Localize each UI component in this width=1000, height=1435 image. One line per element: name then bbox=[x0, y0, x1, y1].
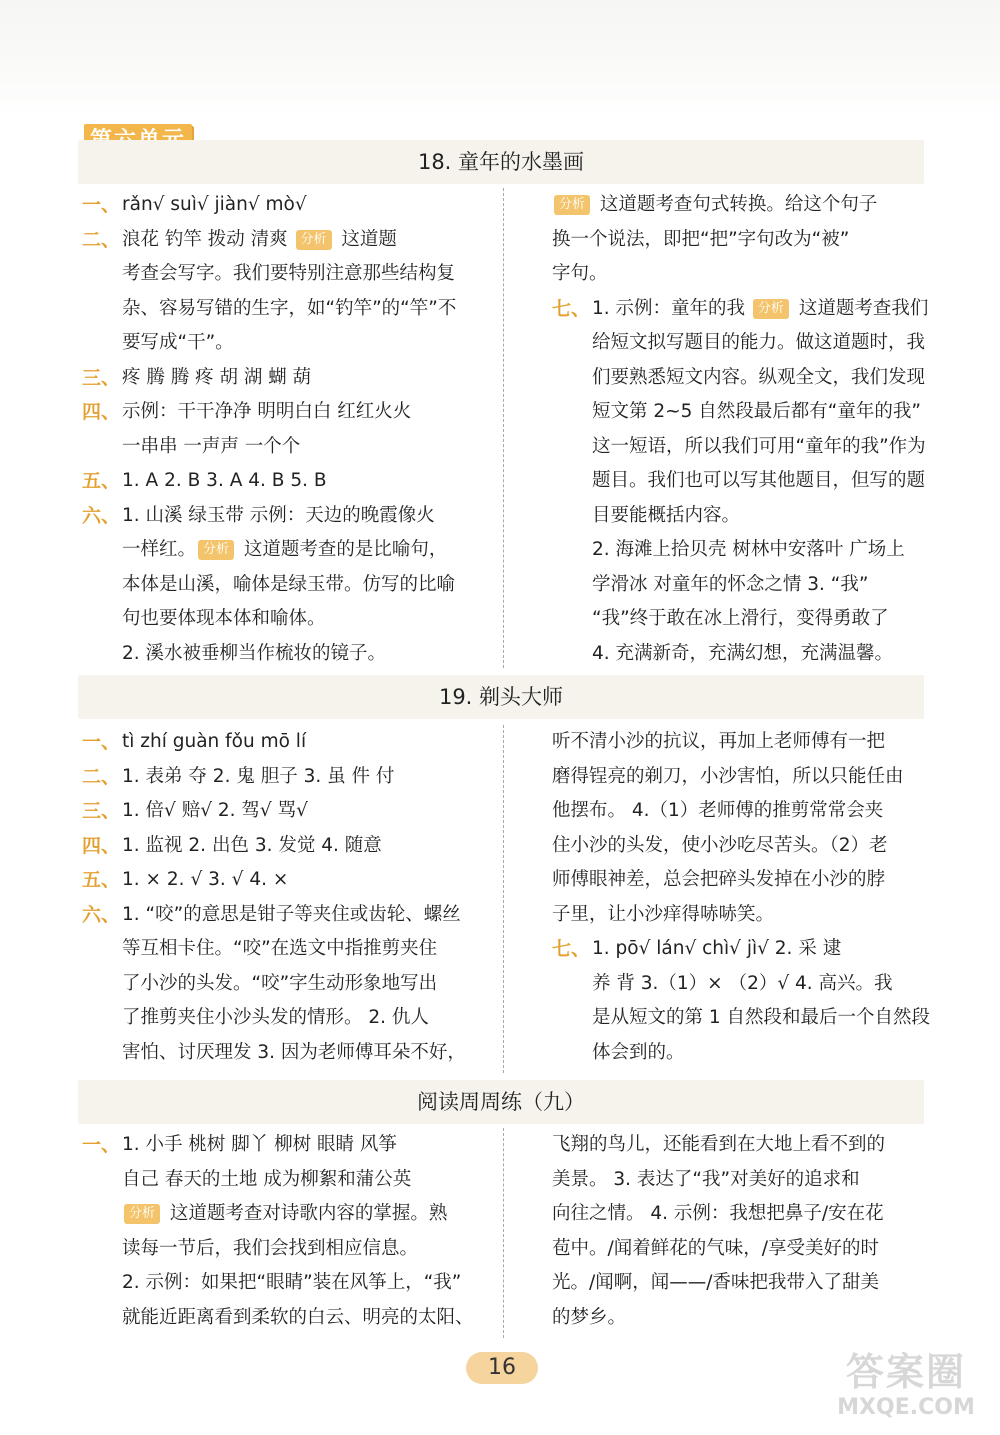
answer-text bbox=[592, 292, 928, 672]
answer-line: “我”终于敢在冰上滑行，变得勇敢了 bbox=[592, 608, 889, 629]
watermark-domain: MXQE.COM bbox=[837, 1395, 975, 1420]
answer-line: 子里，让小沙痒得哧哧笑。 bbox=[552, 903, 775, 925]
answer-item bbox=[82, 223, 496, 361]
watermark-logo-text: 答案圈 bbox=[845, 1350, 966, 1394]
analysis-tag: 分析 bbox=[124, 1204, 160, 1224]
answer-item bbox=[552, 292, 929, 672]
question-number: 五、 bbox=[82, 869, 121, 891]
question-number: 三、 bbox=[82, 366, 121, 389]
answer-item bbox=[82, 863, 496, 898]
answer-item bbox=[82, 898, 496, 1071]
answer-line: 是从短文的第 1 自然段和最后一个自然段 bbox=[592, 1007, 931, 1028]
answer-line: 分析 这道题考查对诗歌内容的掌握。熟 bbox=[122, 1197, 496, 1232]
answer-text bbox=[122, 794, 496, 829]
top-paper-shade bbox=[0, 0, 1000, 115]
answer-item bbox=[82, 464, 496, 499]
answer-line: 飞翔的鸟儿，还能看到在大地上看不到的 bbox=[552, 1134, 886, 1155]
answer-text bbox=[122, 499, 496, 672]
answer-text bbox=[122, 188, 496, 223]
answer-text bbox=[552, 725, 922, 932]
answer-line: 疼 腾 腾 疼 胡 湖 蝴 葫 bbox=[122, 366, 312, 388]
answer-line: 1. A 2. B 3. A 4. B 5. B bbox=[122, 470, 327, 491]
answer-text bbox=[122, 464, 496, 499]
answer-item bbox=[552, 188, 922, 292]
answer-text bbox=[122, 829, 496, 864]
question-number: 一、 bbox=[82, 194, 121, 216]
answer-text bbox=[122, 725, 496, 760]
answer-text bbox=[122, 898, 496, 1071]
answer-line: 给短文拟写题目的能力。做这道题时，我 bbox=[592, 332, 926, 353]
answer-text bbox=[122, 223, 496, 361]
answer-line: 本体是山溪，喻体是绿玉带。仿写的比喻 bbox=[122, 573, 456, 595]
answer-line: 养 背 3.（1）× （2）√ 4. 高兴。我 bbox=[592, 972, 893, 994]
answer-line: 考查会写字。我们要特别注意那些结构复 bbox=[122, 263, 456, 284]
answer-item bbox=[552, 725, 922, 932]
question-number: 四、 bbox=[82, 401, 121, 423]
answer-line: 的梦乡。 bbox=[552, 1306, 627, 1328]
answer-line: 向往之情。 4. 示例：我想把鼻子/安在花 bbox=[552, 1203, 884, 1224]
answer-line: 2. 溪水被垂柳当作梳妆的镜子。 bbox=[122, 642, 387, 664]
answer-text bbox=[122, 1128, 496, 1335]
page-number: 16 bbox=[466, 1352, 538, 1384]
right-column bbox=[552, 1128, 922, 1335]
section-lesson-18 bbox=[78, 140, 929, 670]
answer-item bbox=[82, 725, 496, 760]
answer-line: 要写成“干”。 bbox=[122, 332, 234, 353]
column-divider bbox=[503, 725, 504, 1073]
answer-item bbox=[552, 932, 931, 1070]
answer-line: 苞中。/闻着鲜花的气味，/享受美好的时 bbox=[552, 1237, 879, 1259]
right-column bbox=[552, 725, 931, 1070]
answer-line: 一样红。 分析 这道题考查的是比喻句， bbox=[122, 539, 448, 560]
answer-line: 1. 倍√ 赔√ 2. 驾√ 骂√ bbox=[122, 800, 308, 821]
question-number: 五、 bbox=[82, 470, 121, 492]
answer-item bbox=[82, 760, 496, 795]
answer-text bbox=[552, 188, 922, 292]
question-number: 七、 bbox=[552, 297, 591, 320]
answer-line: 听不清小沙的抗议，再加上老师傅有一把 bbox=[552, 731, 886, 752]
answer-line: 2. 海滩上拾贝壳 树林中安落叶 广场上 bbox=[592, 539, 905, 560]
answer-line: 住小沙的头发，使小沙吃尽苦头。（2）老 bbox=[552, 834, 888, 856]
question-number: 二、 bbox=[82, 228, 121, 251]
answer-item bbox=[82, 829, 496, 864]
left-column bbox=[82, 725, 496, 1070]
section-title: 19. 剃头大师 bbox=[78, 675, 924, 719]
answer-line: 1. 小手 桃树 脚丫 柳树 眼睛 风筝 bbox=[122, 1134, 397, 1155]
question-number: 一、 bbox=[82, 1134, 121, 1156]
answer-item bbox=[82, 1128, 496, 1335]
answer-line: 一串串 一声声 一个个 bbox=[122, 435, 301, 457]
question-number: 七、 bbox=[552, 938, 591, 960]
answer-text bbox=[552, 1128, 922, 1335]
answer-line: 分析 这道题考查句式转换。给这个句子 bbox=[552, 188, 922, 223]
answer-line: 1. 监视 2. 出色 3. 发觉 4. 随意 bbox=[122, 834, 382, 856]
question-number: 六、 bbox=[82, 504, 121, 527]
answer-line: 1. × 2. √ 3. √ 4. × bbox=[122, 869, 289, 890]
question-number: 一、 bbox=[82, 731, 121, 753]
answer-line: 1. 山溪 绿玉带 示例：天边的晚霞像火 bbox=[122, 504, 435, 526]
answer-text bbox=[122, 395, 496, 464]
answer-item bbox=[82, 794, 496, 829]
answer-item bbox=[82, 499, 496, 672]
answer-item bbox=[82, 188, 496, 223]
answer-line: 2. 示例：如果把“眼睛”装在风筝上，“我” bbox=[122, 1272, 462, 1293]
answer-line: rǎn√ suì√ jiàn√ mò√ bbox=[122, 194, 307, 215]
answer-line: 1. “咬”的意思是钳子等夹住或齿轮、螺丝 bbox=[122, 903, 461, 925]
answer-line: 4. 充满新奇，充满幻想，充满温馨。 bbox=[592, 642, 894, 664]
answer-line: 学滑冰 对童年的怀念之情 3. “我” bbox=[592, 573, 869, 595]
analysis-tag: 分析 bbox=[753, 299, 789, 319]
analysis-tag: 分析 bbox=[554, 195, 590, 215]
answer-text bbox=[592, 932, 930, 1070]
answer-line: 读每一节后，我们会找到相应信息。 bbox=[122, 1237, 419, 1259]
answer-line: 杂、容易写错的生字，如“钓竿”的“竿”不 bbox=[122, 297, 457, 319]
answer-item bbox=[82, 361, 496, 396]
left-column bbox=[82, 1128, 496, 1335]
answer-line: 换一个说法，即把“把”字句改为“被” bbox=[552, 228, 850, 250]
answer-line: 自己 春天的土地 成为柳絮和蒲公英 bbox=[122, 1168, 412, 1190]
answer-line: 他摆布。 4.（1）老师傅的推剪常常会夹 bbox=[552, 800, 884, 821]
answer-line: tì zhí guàn fǒu mō lí bbox=[122, 731, 307, 752]
question-number: 三、 bbox=[82, 800, 121, 822]
column-divider bbox=[503, 188, 504, 668]
answer-line: 了小沙的头发。“咬”字生动形象地写出 bbox=[122, 972, 438, 994]
answer-line: 示例：干干净净 明明白白 红红火火 bbox=[122, 401, 412, 422]
answer-item bbox=[82, 395, 496, 464]
answer-line: 这一短语，所以我们可用“童年的我”作为 bbox=[592, 435, 926, 457]
section-title: 18. 童年的水墨画 bbox=[78, 140, 924, 184]
answer-line: 1. pō√ lán√ chì√ jì√ 2. 采 逮 bbox=[592, 938, 842, 959]
answer-line: 目要能概括内容。 bbox=[592, 504, 741, 526]
answer-line: 句也要体现本体和喻体。 bbox=[122, 608, 326, 629]
site-watermark bbox=[820, 1350, 992, 1430]
column-divider bbox=[503, 1128, 504, 1338]
left-column bbox=[82, 188, 496, 671]
answer-item bbox=[552, 1128, 922, 1335]
question-number: 四、 bbox=[82, 834, 121, 857]
answer-line: 了推剪夹住小沙头发的情形。 2. 仇人 bbox=[122, 1007, 429, 1028]
answer-line: 1. 表弟 夺 2. 鬼 胆子 3. 虽 件 付 bbox=[122, 765, 395, 787]
answer-line: 字句。 bbox=[552, 263, 608, 284]
answer-line: 题目。我们也可以写其他题目，但写的题 bbox=[592, 470, 926, 491]
answer-text bbox=[122, 760, 496, 795]
answer-line: 师傅眼神差，总会把碎头发掉在小沙的脖 bbox=[552, 869, 886, 890]
answer-line: 浪花 钓竿 拨动 清爽 分析 这道题 bbox=[122, 228, 397, 250]
analysis-tag: 分析 bbox=[198, 540, 234, 560]
answer-line: 们要熟悉短文内容。纵观全文，我们发现 bbox=[592, 366, 926, 388]
answer-line: 光。/闻啊，闻——/香味把我带入了甜美 bbox=[552, 1272, 879, 1293]
answer-line: 1. 示例：童年的我 分析 这道题考查我们 bbox=[592, 297, 929, 319]
section-title: 阅读周周练（九） bbox=[78, 1080, 924, 1124]
answer-text bbox=[122, 361, 496, 396]
answer-text bbox=[122, 863, 496, 898]
section-lesson-19 bbox=[78, 675, 931, 1073]
section-weekly-reading-9 bbox=[78, 1080, 924, 1338]
question-number: 二、 bbox=[82, 765, 121, 788]
answer-line: 害怕、讨厌理发 3. 因为老师傅耳朵不好， bbox=[122, 1041, 466, 1063]
answer-line: 磨得锃亮的剃刀，小沙害怕，所以只能任由 bbox=[552, 765, 904, 787]
answer-line: 等互相卡住。“咬”在选文中指推剪夹住 bbox=[122, 938, 438, 959]
answer-line: 短文第 2~5 自然段最后都有“童年的我” bbox=[592, 401, 921, 422]
answer-line: 美景。 3. 表达了“我”对美好的追求和 bbox=[552, 1168, 860, 1190]
right-column bbox=[552, 188, 929, 671]
question-number: 六、 bbox=[82, 903, 121, 926]
analysis-tag: 分析 bbox=[296, 230, 332, 250]
answer-line: 就能近距离看到柔软的白云、明亮的太阳、 bbox=[122, 1306, 474, 1328]
answer-line: 体会到的。 bbox=[592, 1041, 685, 1063]
